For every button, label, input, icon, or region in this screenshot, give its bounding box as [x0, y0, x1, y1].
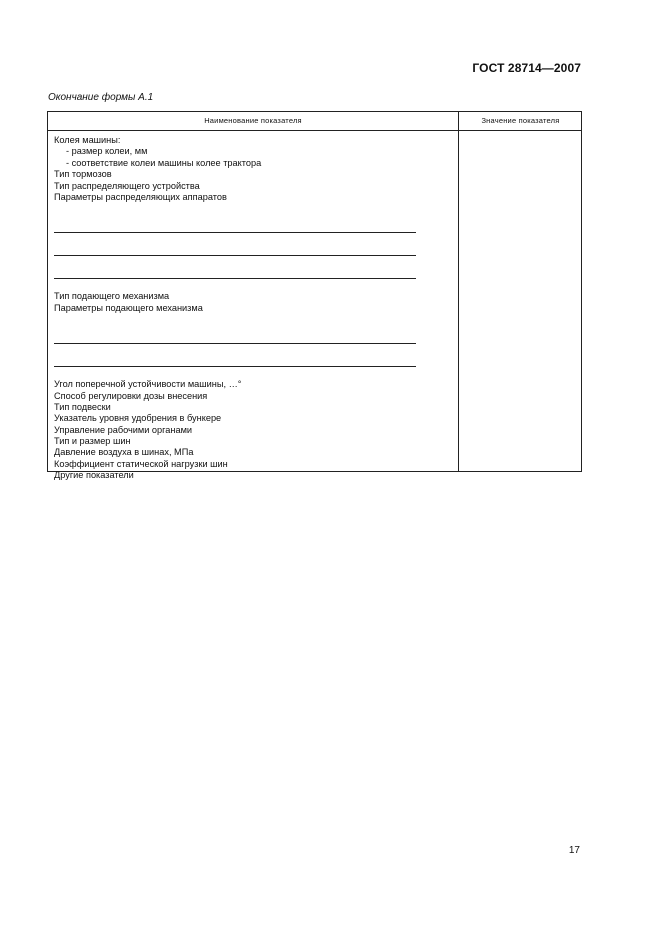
indicator-list: [54, 135, 454, 482]
indicator-stability-angle: Угол поперечной устойчивости машины, …°: [54, 379, 242, 390]
indicator-tire-pressure: Давление воздуха в шинах, МПа: [54, 447, 194, 458]
indicator-hopper-level: Указатель уровня удобрения в бункере: [54, 413, 222, 424]
indicator-track-size: - размер колеи, мм: [66, 146, 148, 157]
indicator-feeder-params: Параметры подающего механизма: [54, 302, 203, 313]
page-number: 17: [568, 845, 580, 856]
blank-fill-line: [54, 256, 416, 279]
indicator-track: Колея машины:: [54, 135, 121, 145]
table-header: [48, 112, 581, 131]
indicator-dose-adjustment: Способ регулировки дозы внесения: [54, 390, 208, 401]
indicator-other: Другие показатели: [54, 470, 134, 481]
form-caption: Окончание формы А.1: [48, 92, 154, 103]
indicator-tire-load: Коэффициент статической нагрузки шин: [54, 458, 228, 469]
indicator-tire-type: Тип и размер шин: [54, 436, 131, 447]
blank-fill-line: [54, 321, 416, 344]
indicator-track-match: - соответствие колеи машины колее трактора: [66, 157, 262, 168]
column-divider: [458, 112, 459, 471]
indicator-suspension-type: Тип подвески: [54, 401, 111, 412]
blank-fill-line: [54, 344, 416, 367]
indicator-feeder-type: Тип подающего механизма: [54, 291, 170, 302]
indicator-distributor-params: Параметры распределяющих аппаратов: [54, 191, 227, 202]
indicator-working-control: Управление рабочими органами: [54, 424, 193, 435]
blank-fill-line: [54, 233, 416, 256]
column-header-name: Наименование показателя: [204, 116, 302, 125]
column-header-value: Значение показателя: [481, 116, 560, 125]
form-table: [47, 111, 582, 481]
indicator-brake-type: Тип тормозов: [54, 169, 112, 180]
blank-fill-line: [54, 210, 416, 233]
indicator-distributor-type: Тип распределяющего устройства: [54, 180, 200, 191]
document-number: ГОСТ 28714—2007: [472, 61, 581, 75]
